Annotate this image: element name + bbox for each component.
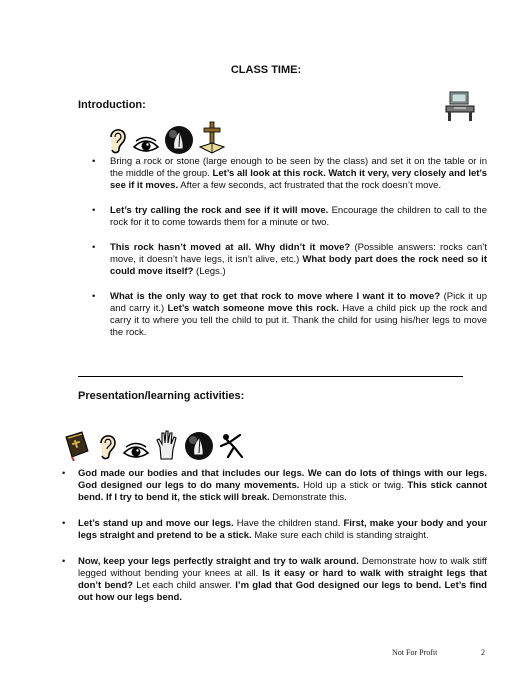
bold-text: Let’s try calling the rock and see if it will move. (110, 205, 329, 216)
introduction-heading: Introduction: (78, 99, 146, 111)
text: Hold up a stick or twig. (299, 480, 408, 491)
text: Demonstrate how to walk stiff legged without bending your knees at all. (78, 556, 487, 579)
presentation-heading: Presentation/learning activities: (78, 390, 245, 402)
bible-icon (62, 429, 92, 461)
presentation-list (62, 468, 487, 618)
bold-text: What is the only way to get that rock to move where I want it to move? (110, 291, 441, 302)
bullet-icon: • (62, 468, 66, 479)
presentation-icon-row (62, 429, 252, 461)
bold-text: Now, keep your legs perfectly straight and try to walk around. (78, 556, 359, 567)
prayer-icon (184, 431, 214, 461)
text: Have a child pick up the rock and carry it to where you tell the child to put it. Thank the child for using his/her legs to move the rock. (110, 303, 487, 338)
classroom-desk-icon (444, 90, 478, 127)
introduction-list (92, 156, 487, 352)
bold-text: I’m glad that God designed our legs to bend. Let’s find out how our legs bend. (78, 580, 487, 603)
bullet-icon: • (62, 518, 66, 529)
bullet-icon: • (62, 556, 66, 567)
bold-text: This rock hasn’t moved at all. Why didn’t it move? (110, 242, 351, 253)
list-item (92, 156, 487, 192)
bullet-icon: • (92, 242, 96, 253)
bold-text: Let’s stand up and move our legs. (78, 518, 234, 529)
list-item (92, 291, 487, 339)
text: Bring a rock or stone (large enough to be seen by the class) and set it on the table or in the middle of the group. (110, 156, 487, 179)
ear-icon (106, 125, 128, 155)
list-item (92, 242, 487, 278)
bold-text: Is it easy or hard to walk with straight legs that don’t bend? (78, 568, 487, 591)
ear-icon (96, 431, 118, 461)
page-number: 2 (481, 648, 485, 657)
text: (Legs.) (193, 266, 226, 277)
text: Make sure each child is standing straight. (251, 530, 429, 541)
text: Encourage the children to call to the rock for it to come towards them for a minute or two. (110, 205, 487, 228)
bold-text: First, make your body and your legs straight and pretend to be a stick. (78, 518, 487, 541)
text: Have the children stand. (233, 518, 344, 529)
footer-label: Not For Profit (392, 648, 438, 657)
list-item (62, 468, 487, 504)
bold-text: Let’s watch someone move this rock. (167, 303, 339, 314)
bold-text: God made our bodies and that includes our legs. We can do lots of things with our legs. God designed our legs to do many movements. (78, 468, 487, 491)
eye-icon (132, 135, 160, 155)
list-item (62, 556, 487, 604)
bold-text: This stick cannot bend. If I try to bend it, the stick will break. (78, 480, 488, 503)
text: Let each child answer. (132, 580, 236, 591)
text: (Possible answers: rocks can’t move, it doesn’t have legs, it isn’t alive, etc.) (110, 242, 487, 265)
text: Demonstrate this. (269, 492, 347, 503)
bold-text: What body part does the rock need so it could move itself? (110, 254, 487, 277)
text: (Pick it up and carry it.) (110, 291, 487, 314)
list-item (62, 518, 487, 542)
page-title: CLASS TIME: (230, 64, 302, 76)
eye-icon (122, 441, 150, 461)
section-divider (78, 376, 463, 377)
stretching-person-icon (218, 431, 248, 461)
bullet-icon: • (92, 205, 96, 216)
prayer-icon (164, 125, 194, 155)
hand-icon (154, 429, 180, 461)
introduction-icon-row (106, 121, 230, 155)
bold-text: Let’s all look at this rock. Watch it very, very closely and let’s see if it moves. (110, 168, 487, 191)
bullet-icon: • (92, 291, 96, 302)
list-item (92, 205, 487, 229)
text: After a few seconds, act frustrated that the rock doesn’t move. (178, 180, 442, 191)
cross-book-icon (198, 121, 226, 155)
bullet-icon: • (92, 156, 96, 167)
